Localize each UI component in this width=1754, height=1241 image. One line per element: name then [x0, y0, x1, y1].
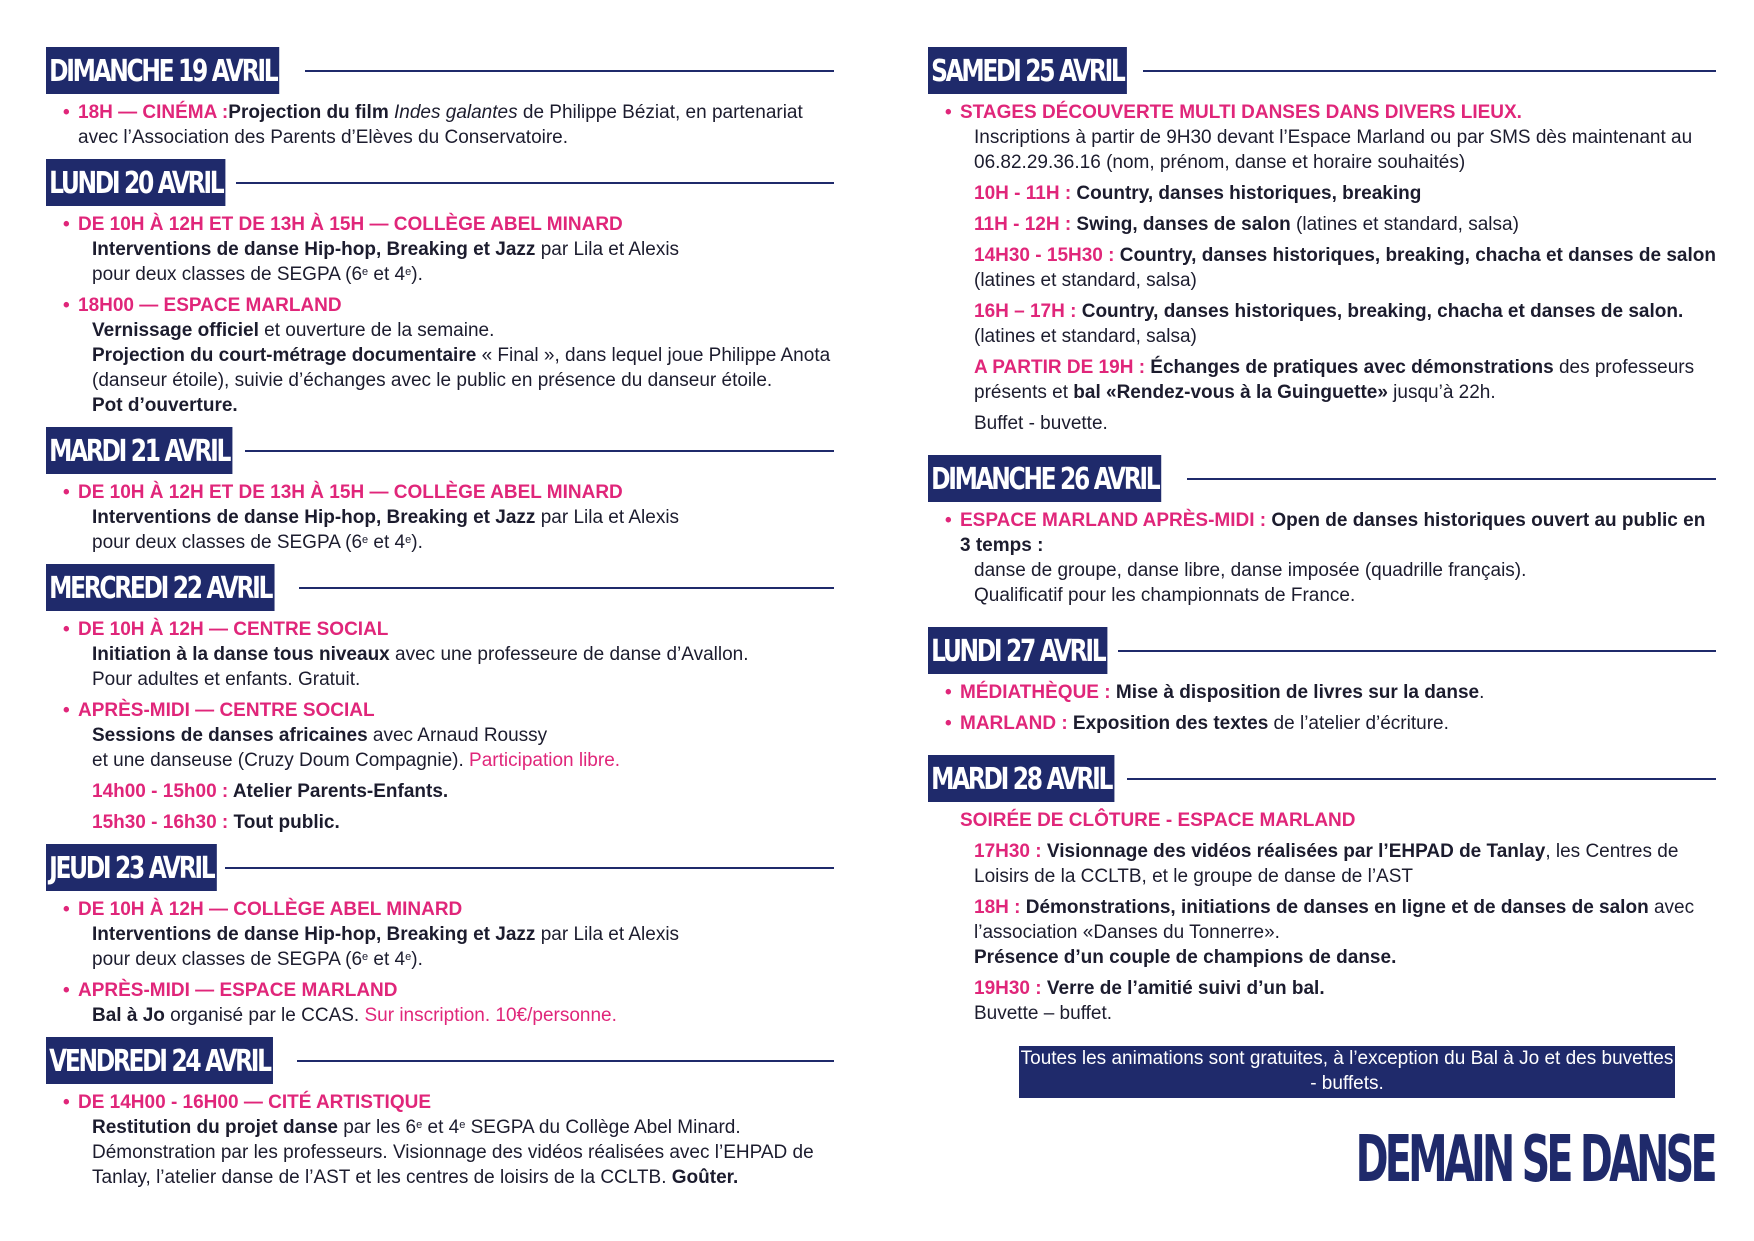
text-run: Projection du film	[228, 102, 394, 123]
day-section	[928, 624, 1716, 736]
event-description	[78, 1115, 834, 1190]
text-run: par Lila et Alexis	[535, 507, 680, 528]
text-run: Participation libre.	[469, 750, 621, 771]
divider	[1143, 70, 1716, 72]
text-run: « Final », dans lequel joue Philippe Anota (danseur étoile), suivie d’échanges avec le public en présence du danseur étoile.	[92, 345, 831, 391]
day-header	[928, 452, 1716, 502]
text-run: pour deux classes de SEGPA (6	[92, 949, 363, 970]
text-run: de l’atelier d’écriture.	[1268, 713, 1449, 734]
divider	[1118, 650, 1716, 652]
event-item	[63, 1090, 834, 1190]
free-events-notice	[1019, 1046, 1675, 1098]
event-description	[78, 237, 834, 287]
text-run: Country, danses historiques, breaking	[1071, 183, 1422, 204]
event-description	[78, 505, 834, 555]
day-header	[46, 561, 834, 611]
bullet-icon: •	[63, 1092, 70, 1113]
text-run: et une danseuse (Cruzy Doum Compagnie).	[92, 750, 470, 771]
text-run: Projection du court-métrage documentaire	[92, 345, 477, 366]
event-detail	[960, 839, 1716, 889]
text-run: , les Centres de Loisirs de la CCLTB, et le groupe de danse de l’AST	[974, 841, 1679, 887]
text-run: et 4	[368, 532, 406, 553]
divider	[225, 867, 835, 869]
event-description	[960, 181, 1716, 206]
text-run: Visionnage des vidéos réalisées par l’EHPAD de Tanlay	[1041, 841, 1546, 862]
text-run: (latines et standard, salsa)	[974, 270, 1197, 291]
event-time-place: 18H00 — ESPACE MARLAND	[78, 295, 342, 316]
bullet-icon: •	[63, 482, 70, 503]
divider	[1127, 778, 1716, 780]
bullet-icon: •	[63, 899, 70, 920]
superscript: e	[362, 266, 369, 278]
description-line	[92, 393, 834, 418]
event-heading	[63, 698, 834, 723]
divider	[299, 587, 834, 589]
event-detail	[960, 895, 1716, 970]
event-list	[46, 206, 834, 418]
event-time-place: SOIRÉE DE CLÔTURE - ESPACE MARLAND	[960, 810, 1356, 831]
description-line	[974, 243, 1716, 293]
event-detail	[960, 212, 1716, 237]
day-header	[46, 1034, 834, 1084]
event-description	[960, 243, 1716, 293]
event-time-place: APRÈS-MIDI — ESPACE MARLAND	[78, 980, 398, 1001]
text-run: Pour adultes et enfants. Gratuit.	[92, 669, 361, 690]
event-heading	[945, 680, 1716, 705]
day-title: DIMANCHE 19 AVRIL	[46, 47, 279, 94]
text-run: et 4	[422, 1117, 460, 1138]
description-line	[974, 1001, 1716, 1026]
text-run: Échanges de pratiques avec démonstrations	[1145, 357, 1554, 378]
time-label: 16H – 17H :	[974, 301, 1077, 322]
description-line	[92, 505, 834, 530]
description-line	[974, 945, 1716, 970]
event-description	[78, 810, 834, 835]
text-run: des professeurs présents et	[974, 357, 1695, 403]
superscript: e	[405, 266, 412, 278]
day-section	[46, 1034, 834, 1190]
text-run: Open de danses historiques ouvert au public en 3 temps :	[960, 510, 1706, 556]
event-heading	[945, 711, 1716, 736]
description-line	[974, 355, 1716, 405]
description-line	[92, 810, 834, 835]
event-item	[63, 100, 834, 150]
description-line	[974, 976, 1716, 1001]
event-detail	[78, 810, 834, 835]
bullet-icon: •	[63, 980, 70, 1001]
text-run: Buffet - buvette.	[974, 413, 1108, 434]
event-list	[928, 674, 1716, 736]
event-description	[78, 723, 834, 773]
right-column	[928, 44, 1716, 1032]
event-heading	[63, 480, 834, 505]
day-header	[46, 424, 834, 474]
description-line	[974, 839, 1716, 889]
text-run: .	[1479, 682, 1485, 703]
description-line	[974, 125, 1716, 175]
description-line	[974, 558, 1716, 583]
text-run: ).	[411, 264, 423, 285]
bullet-icon: •	[63, 700, 70, 721]
text-run: et 4	[368, 264, 406, 285]
text-run: danse de groupe, danse libre, danse imposée (quadrille français).	[974, 560, 1527, 581]
event-time-place: DE 10H À 12H ET DE 13H À 15H — COLLÈGE ABEL MINARD	[78, 482, 623, 503]
day-title: SAMEDI 25 AVRIL	[928, 47, 1127, 94]
divider	[1187, 478, 1716, 480]
event-description	[960, 839, 1716, 889]
event-description	[960, 895, 1716, 970]
event-item	[945, 100, 1716, 175]
text-run: avec l’association «Danses du Tonnerre».	[974, 897, 1695, 943]
event-time-place: DE 10H À 12H ET DE 13H À 15H — COLLÈGE ABEL MINARD	[78, 214, 623, 235]
day-title: LUNDI 20 AVRIL	[46, 159, 225, 206]
bullet-icon: •	[63, 102, 70, 123]
text-run: Atelier Parents-Enfants.	[228, 781, 449, 802]
event-time-place: DE 10H À 12H — CENTRE SOCIAL	[78, 619, 389, 640]
event-heading	[63, 897, 834, 922]
event-description	[78, 779, 834, 804]
superscript: e	[405, 534, 412, 546]
text-run: pour deux classes de SEGPA (6	[92, 264, 363, 285]
description-line	[974, 895, 1716, 945]
time-label: 18H :	[974, 897, 1021, 918]
description-line	[92, 779, 834, 804]
description-line	[974, 299, 1716, 349]
event-item	[945, 680, 1716, 705]
time-label: 11H - 12H :	[974, 214, 1072, 235]
text-run: (latines et standard, salsa)	[1290, 214, 1519, 235]
time-label: A PARTIR DE 19H :	[974, 357, 1146, 378]
text-run: (latines et standard, salsa)	[974, 326, 1197, 347]
event-time-place: MARLAND :	[960, 713, 1068, 734]
event-item	[63, 212, 834, 287]
text-run: ).	[411, 949, 423, 970]
event-detail	[960, 181, 1716, 206]
event-time-place: MÉDIATHÈQUE :	[960, 682, 1111, 703]
event-list	[928, 502, 1716, 608]
description-line	[92, 922, 834, 947]
text-run: et 4	[368, 949, 406, 970]
text-run: jusqu’à 22h.	[1387, 382, 1496, 403]
event-list	[46, 474, 834, 555]
day-section	[46, 44, 834, 150]
notice-text: Toutes les animations sont gratuites, à l’exception du Bal à Jo et des buvettes - buffets.	[1020, 1048, 1674, 1094]
text-run: ).	[411, 532, 423, 553]
text-run: Interventions de danse Hip-hop, Breaking et Jazz	[92, 924, 536, 945]
description-line	[974, 212, 1716, 237]
event-description	[78, 922, 834, 972]
bullet-icon: •	[63, 214, 70, 235]
text-run: Initiation à la danse tous niveaux	[92, 644, 390, 665]
text-run: Pot d’ouverture.	[92, 395, 238, 416]
event-list	[46, 611, 834, 835]
description-line	[92, 237, 834, 262]
event-heading	[960, 808, 1716, 833]
day-title: DIMANCHE 26 AVRIL	[928, 455, 1161, 502]
day-section	[928, 752, 1716, 1026]
event-item	[945, 711, 1716, 736]
text-run: de Philippe Béziat, en partenariat avec l’Association des Parents d’Elèves du Conservatoire.	[78, 102, 803, 148]
text-run: Tout public.	[228, 812, 340, 833]
day-title: MARDI 28 AVRIL	[928, 755, 1114, 802]
text-run: SEGPA du Collège Abel Minard. Démonstration par les professeurs. Visionnage des vidéos réalisées avec l’EHPAD de Tanlay, l’atelier danse de l’AST et les centres de loisirs de la CCLTB.	[92, 1117, 814, 1188]
superscript: e	[459, 1119, 466, 1131]
event-time-place: ESPACE MARLAND APRÈS-MIDI :	[960, 510, 1267, 531]
description-line	[92, 723, 834, 748]
text-run: Inscriptions à partir de 9H30 devant l’Espace Marland ou par SMS dès maintenant au 06.82.29.36.16 (nom, prénom, danse et horaire souhaités)	[974, 127, 1693, 173]
day-header	[46, 156, 834, 206]
event-detail	[960, 411, 1716, 436]
description-line	[92, 530, 834, 555]
text-run: Country, danses historiques, breaking, chacha et danses de salon.	[1076, 301, 1684, 322]
description-line	[92, 343, 834, 393]
day-header	[46, 44, 834, 94]
event-description	[960, 976, 1716, 1026]
event-description	[78, 1003, 834, 1028]
description-line	[974, 181, 1716, 206]
divider	[245, 450, 834, 452]
text-run: Mise à disposition de livres sur la danse	[1110, 682, 1480, 703]
superscript: e	[416, 1119, 423, 1131]
day-header	[46, 841, 834, 891]
text-run: Qualificatif pour les championnats de France.	[974, 585, 1356, 606]
event-description	[960, 212, 1716, 237]
event-detail	[960, 976, 1716, 1026]
text-run: par les 6	[337, 1117, 417, 1138]
event-detail	[960, 299, 1716, 349]
event-description	[960, 355, 1716, 405]
description-line	[92, 667, 834, 692]
event-heading	[63, 212, 834, 237]
day-header	[928, 752, 1716, 802]
event-heading	[63, 293, 834, 318]
event-item	[63, 698, 834, 773]
event-item	[63, 293, 834, 418]
description-line	[92, 947, 834, 972]
event-list	[928, 802, 1716, 1026]
day-title: MARDI 21 AVRIL	[46, 427, 232, 474]
day-title: JEUDI 23 AVRIL	[46, 844, 216, 891]
left-column	[46, 44, 834, 1196]
event-description	[78, 318, 834, 418]
event-heading	[945, 100, 1716, 125]
event-detail	[78, 779, 834, 804]
day-title: LUNDI 27 AVRIL	[928, 627, 1107, 674]
description-line	[92, 748, 834, 773]
text-run: Démonstrations, initiations de danses en ligne et de danses de salon	[1020, 897, 1649, 918]
text-run: avec Arnaud Roussy	[367, 725, 548, 746]
bullet-icon: •	[945, 713, 952, 734]
event-detail	[960, 355, 1716, 405]
text-run: Interventions de danse Hip-hop, Breaking et Jazz	[92, 239, 536, 260]
text-run: Sur inscription. 10€/personne.	[364, 1005, 617, 1026]
description-line	[974, 411, 1716, 436]
italic-text: Indes galantes	[394, 102, 518, 123]
event-heading	[63, 100, 834, 150]
text-run: Goûter.	[671, 1167, 739, 1188]
text-run: avec une professeure de danse d’Avallon.	[389, 644, 749, 665]
event-list	[928, 94, 1716, 436]
day-header	[928, 624, 1716, 674]
description-line	[92, 318, 834, 343]
text-run: Restitution du projet danse	[92, 1117, 338, 1138]
text-run: Buvette – buffet.	[974, 1003, 1113, 1024]
event-time-place: APRÈS-MIDI — CENTRE SOCIAL	[78, 700, 375, 721]
event-description	[960, 411, 1716, 436]
superscript: e	[405, 951, 412, 963]
day-section	[928, 44, 1716, 436]
day-header	[928, 44, 1716, 94]
event-time-place: DE 14H00 - 16H00 — CITÉ ARTISTIQUE	[78, 1092, 432, 1113]
text-run: bal «Rendez-vous à la Guinguette»	[1073, 382, 1388, 403]
time-label: 19H30 :	[974, 978, 1042, 999]
description-line	[92, 1115, 834, 1190]
description-line	[92, 1003, 834, 1028]
event-detail	[960, 243, 1716, 293]
text-run: Swing, danses de salon	[1071, 214, 1291, 235]
event-description	[960, 125, 1716, 175]
bullet-icon: •	[63, 295, 70, 316]
text-run: et ouverture de la semaine.	[258, 320, 495, 341]
time-label: 14H30 - 15H30 :	[974, 245, 1115, 266]
text-run: Country, danses historiques, breaking, chacha et danses de salon	[1114, 245, 1716, 266]
divider	[236, 182, 834, 184]
bullet-icon: •	[945, 510, 952, 531]
time-label: 10H - 11H :	[974, 183, 1072, 204]
bullet-icon: •	[945, 682, 952, 703]
event-list	[46, 94, 834, 150]
event-heading	[63, 978, 834, 1003]
text-run: Vernissage officiel	[92, 320, 259, 341]
day-section	[46, 561, 834, 835]
bullet-icon: •	[945, 102, 952, 123]
description-line	[92, 262, 834, 287]
text-run: Bal à Jo	[92, 1005, 165, 1026]
day-section	[46, 841, 834, 1028]
day-section	[46, 424, 834, 555]
event-description	[78, 642, 834, 692]
event-time-place: DE 10H À 12H — COLLÈGE ABEL MINARD	[78, 899, 463, 920]
text-run: par Lila et Alexis	[535, 924, 680, 945]
event-list	[46, 891, 834, 1028]
day-title: MERCREDI 22 AVRIL	[46, 564, 274, 611]
superscript: e	[362, 951, 369, 963]
time-label: 17H30 :	[974, 841, 1042, 862]
bullet-icon: •	[63, 619, 70, 640]
text-run: Verre de l’amitié suivi d’un bal.	[1041, 978, 1325, 999]
text-run: organisé par le CCAS.	[164, 1005, 365, 1026]
day-section	[928, 452, 1716, 608]
event-item	[945, 508, 1716, 608]
time-label: 14h00 - 15h00 :	[92, 781, 229, 802]
event-description	[960, 299, 1716, 349]
text-run: Présence d’un couple de champions de danse.	[974, 947, 1397, 968]
event-item	[63, 617, 834, 692]
event-item	[63, 897, 834, 972]
text-run: Exposition des textes	[1067, 713, 1269, 734]
event-item	[63, 480, 834, 555]
day-section	[46, 156, 834, 418]
text-run: pour deux classes de SEGPA (6	[92, 532, 363, 553]
event-list	[46, 1084, 834, 1190]
divider	[297, 1060, 834, 1062]
event-time-place: 18H — CINÉMA :	[78, 102, 229, 123]
time-label: 15h30 - 16h30 :	[92, 812, 229, 833]
text-run: Sessions de danses africaines	[92, 725, 368, 746]
event-heading	[63, 1090, 834, 1115]
text-run: par Lila et Alexis	[535, 239, 680, 260]
event-item	[63, 978, 834, 1028]
brand-logo: DEMAIN SE DANSE	[1355, 1123, 1714, 1197]
day-title: VENDREDI 24 AVRIL	[46, 1037, 273, 1084]
divider	[305, 70, 834, 72]
text-run: Interventions de danse Hip-hop, Breaking et Jazz	[92, 507, 536, 528]
event-heading	[945, 508, 1716, 558]
description-line	[974, 583, 1716, 608]
event-time-place: STAGES DÉCOUVERTE MULTI DANSES DANS DIVERS LIEUX.	[960, 102, 1522, 123]
description-line	[92, 642, 834, 667]
superscript: e	[362, 534, 369, 546]
event-item	[960, 808, 1716, 833]
event-description	[960, 558, 1716, 608]
event-heading	[63, 617, 834, 642]
